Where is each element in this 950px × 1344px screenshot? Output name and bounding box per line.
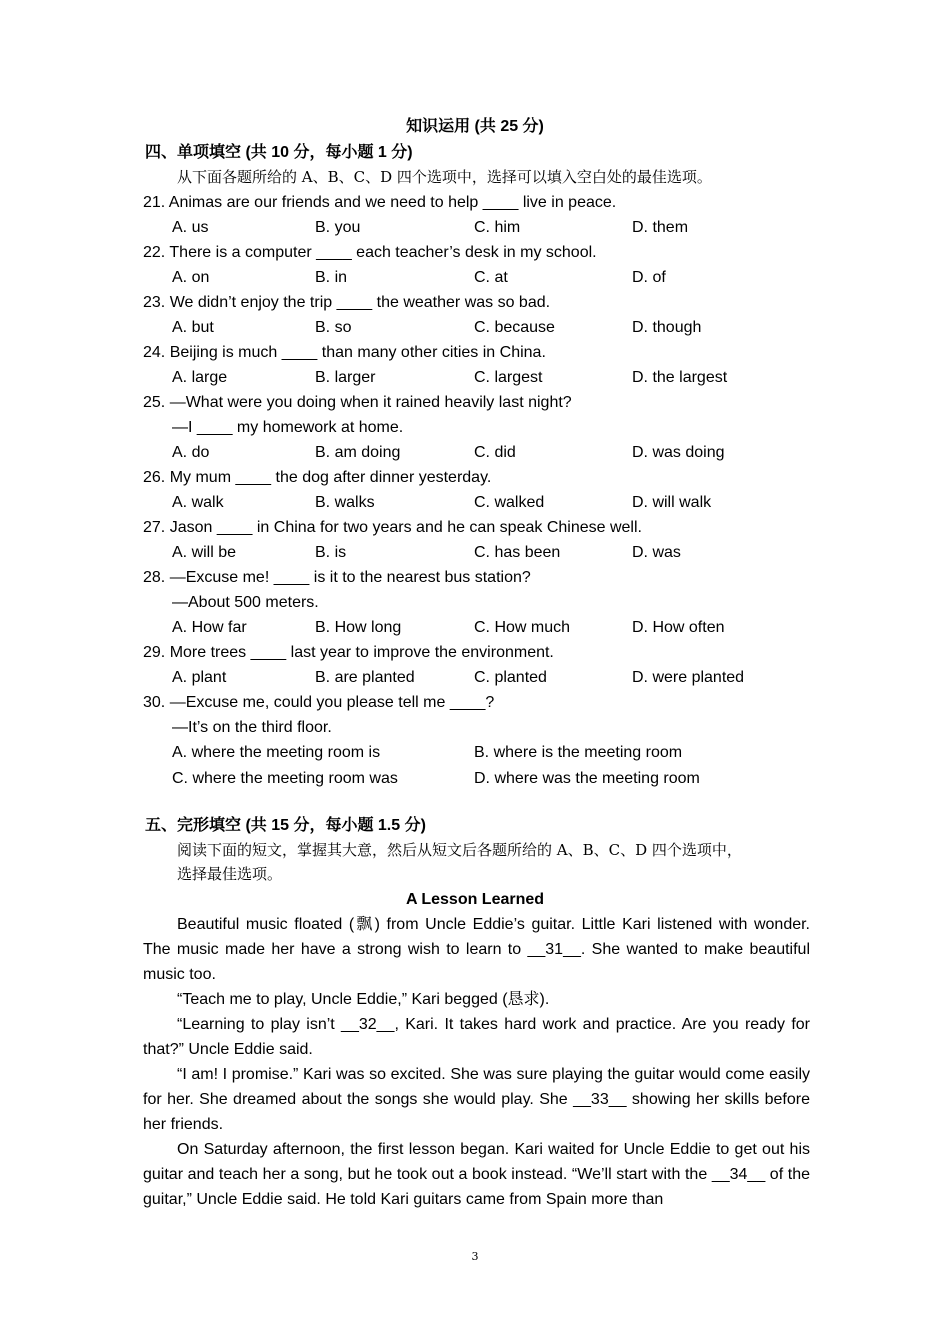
option-a: A. walk [172, 494, 224, 511]
section-4-instruction: 从下面各题所给的 A、B、C、D 四个选项中，选择可以填入空白处的最佳选项。 [177, 168, 712, 186]
page-number: 3 [471, 1250, 479, 1263]
question-reply: —It’s on the third floor. [172, 719, 332, 736]
option-d: D. How often [632, 619, 725, 636]
question-item [143, 515, 823, 565]
question-stem: 27. Jason ____ in China for two years and he can speak Chinese well. [143, 519, 642, 536]
option-row [143, 540, 823, 565]
option-c: C. where the meeting room was [172, 770, 398, 787]
question-stem: 29. More trees ____ last year to improve the environment. [143, 644, 554, 661]
option-row [143, 490, 823, 515]
option-b: B. in [315, 269, 348, 286]
question-item [143, 190, 823, 240]
passage-paragraph: “Teach me to play, Uncle Eddie,” Kari begged (恳求). [177, 991, 550, 1008]
question-list [143, 190, 823, 791]
question-stem: 26. My mum ____ the dog after dinner yesterday. [143, 469, 492, 486]
option-c: C. him [474, 219, 521, 236]
option-row [143, 365, 823, 390]
passage-paragraph: On Saturday afternoon, the first lesson began. Kari waited for Uncle Eddie to get out his guitar and teach her a song, but he took out a book instead. “We’ll start with the __34__ of the guitar,” Uncle Eddie said. He told Kari guitars came from Spain more than [143, 1141, 810, 1208]
option-d: D. was [632, 544, 681, 561]
question-item [143, 465, 823, 515]
question-item [143, 565, 823, 640]
option-a: A. large [172, 369, 228, 386]
option-d: D. will walk [632, 494, 712, 511]
option-a: A. but [172, 319, 214, 336]
option-row [143, 615, 823, 640]
option-c: C. did [474, 444, 516, 461]
option-b: B. are planted [315, 669, 415, 686]
section-5-instruction-line-2: 选择最佳选项。 [177, 865, 283, 883]
section-4-heading: 四、单项填空 (共 10 分，每小题 1 分) [145, 144, 413, 161]
question-stem: 25. —What were you doing when it rained heavily last night? [143, 394, 572, 411]
cloze-passage [143, 912, 810, 1212]
question-stem: 24. Beijing is much ____ than many other cities in China. [143, 344, 546, 361]
option-d: D. the largest [632, 369, 728, 386]
question-stem: 21. Animas are our friends and we need to help ____ live in peace. [143, 194, 617, 211]
option-row [143, 665, 823, 690]
option-a: A. us [172, 219, 209, 236]
question-stem: 23. We didn’t enjoy the trip ____ the weather was so bad. [143, 294, 551, 311]
option-c: C. planted [474, 669, 547, 686]
option-a: A. How far [172, 619, 247, 636]
option-row [143, 440, 823, 465]
option-a: A. plant [172, 669, 227, 686]
question-stem: 22. There is a computer ____ each teacher’s desk in my school. [143, 244, 597, 261]
option-d: D. of [632, 269, 666, 286]
option-row [143, 766, 823, 791]
passage-paragraph: “Learning to play isn’t __32__, Kari. It takes hard work and practice. Are you ready for that?” Uncle Eddie said. [143, 1016, 810, 1058]
passage-paragraph: “I am! I promise.” Kari was so excited. She was sure playing the guitar would come easily for her. She dreamed about the songs she would play. She __33__ showing her skills before her friends. [143, 1066, 810, 1133]
question-stem: 28. —Excuse me! ____ is it to the nearest bus station? [143, 569, 531, 586]
question-item [143, 390, 823, 465]
option-a: A. on [172, 269, 210, 286]
option-b: B. larger [315, 369, 376, 386]
option-b: B. walks [315, 494, 375, 511]
option-a: A. do [172, 444, 210, 461]
section-5-heading: 五、完形填空 (共 15 分，每小题 1.5 分) [145, 817, 426, 834]
option-b: B. so [315, 319, 352, 336]
option-row [143, 315, 823, 340]
passage-paragraph: Beautiful music floated (飘) from Uncle Eddie’s guitar. Little Kari listened with wonder. The music made her have a strong wish to learn to __31__. She wanted to make beautiful music too. [143, 916, 810, 983]
option-b: B. where is the meeting room [474, 744, 683, 761]
option-c: C. largest [474, 369, 543, 386]
option-c: C. How much [474, 619, 571, 636]
question-item [143, 690, 823, 791]
option-d: D. them [632, 219, 689, 236]
passage-title: A Lesson Learned [405, 891, 545, 908]
question-reply: —I ____ my homework at home. [172, 419, 404, 436]
option-row [143, 265, 823, 290]
option-b: B. am doing [315, 444, 401, 461]
option-d: D. was doing [632, 444, 725, 461]
option-c: C. because [474, 319, 555, 336]
option-a: A. will be [172, 544, 237, 561]
option-d: D. where was the meeting room [474, 770, 700, 787]
option-b: B. is [315, 544, 347, 561]
question-item [143, 290, 823, 340]
option-b: B. How long [315, 619, 402, 636]
option-b: B. you [315, 219, 361, 236]
option-d: D. though [632, 319, 702, 336]
option-c: C. walked [474, 494, 545, 511]
question-reply: —About 500 meters. [172, 594, 319, 611]
question-item [143, 340, 823, 390]
option-a: A. where the meeting room is [172, 744, 381, 761]
option-d: D. were planted [632, 669, 745, 686]
section-5-instruction-line-1: 阅读下面的短文，掌握其大意，然后从短文后各题所给的 A、B、C、D 四个选项中， [177, 841, 742, 859]
option-row [143, 740, 823, 765]
question-stem: 30. —Excuse me, could you please tell me ____? [143, 694, 495, 711]
page-title: 知识运用 (共 25 分) [406, 118, 544, 135]
option-row [143, 215, 823, 240]
option-c: C. at [474, 269, 508, 286]
question-item [143, 240, 823, 290]
question-item [143, 640, 823, 690]
option-c: C. has been [474, 544, 561, 561]
